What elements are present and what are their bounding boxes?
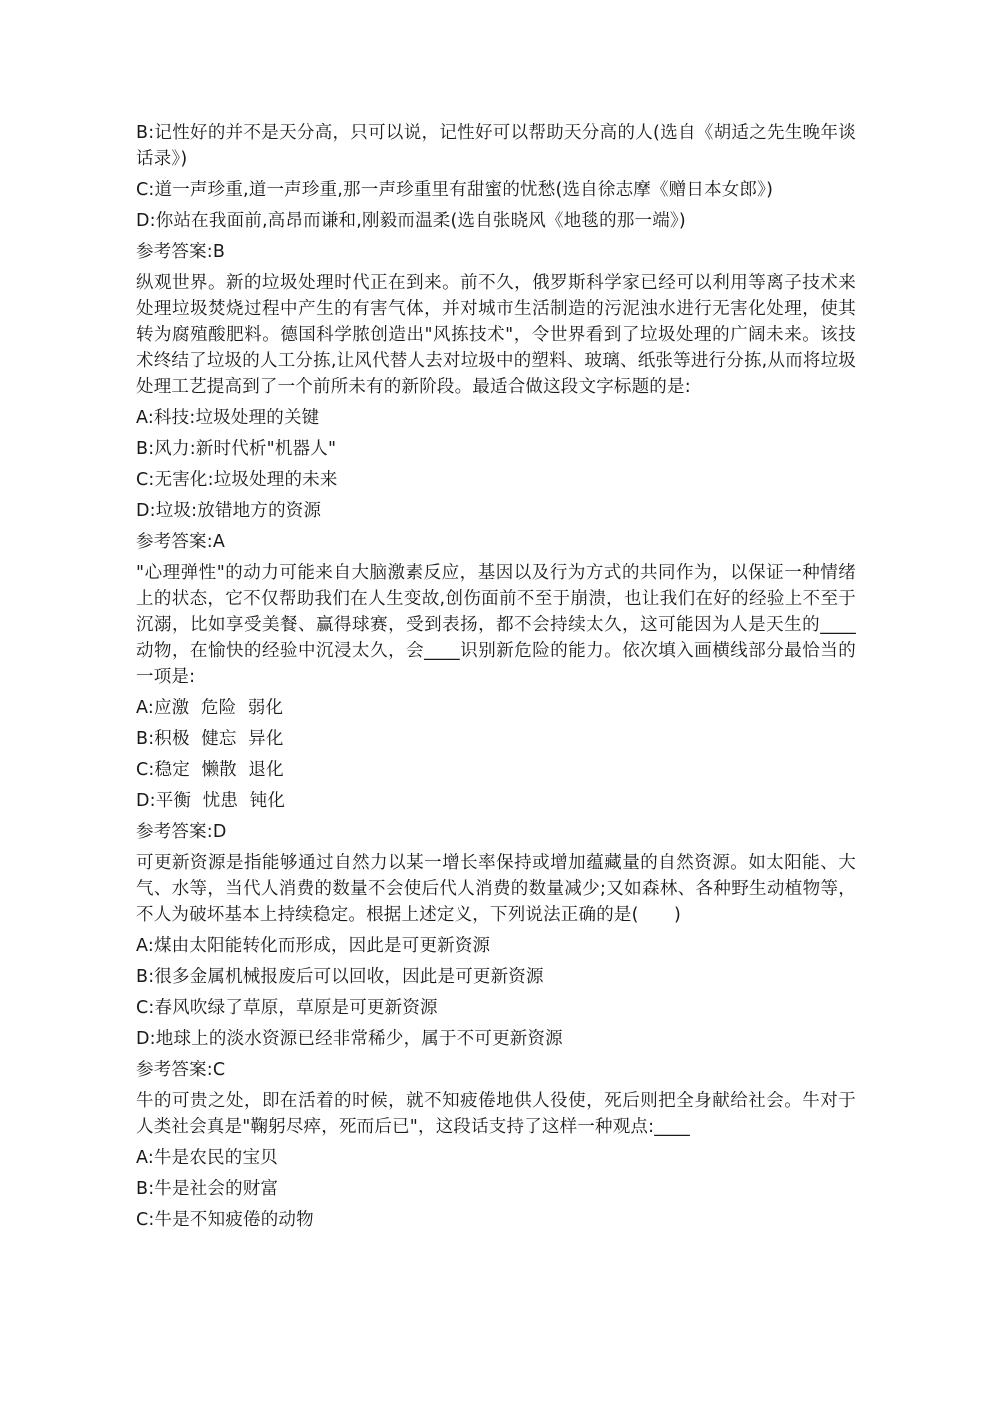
answer-4: 参考答案:C (136, 1060, 226, 1080)
option-b-resilience: B:积极 健忘 异化 (136, 729, 284, 749)
option-d-carpet: D:你站在我面前,高昂而谦和,刚毅而温柔(选自张晓风《地毯的那一端》) (136, 211, 686, 231)
answer-1: 参考答案:B (136, 242, 226, 262)
option-a-ox: A:牛是农民的宝贝 (136, 1148, 278, 1168)
option-c-resilience: C:稳定 懒散 退化 (136, 760, 284, 780)
question-garbage: 纵观世界。新的垃圾处理时代正在到来。前不久，俄罗斯科学家已经可以利用等离子技术来处理垃圾焚烧过程中产生的有害气体，并对城市生活制造的污泥浊水进行无害化处理，使其转为腐殖酸肥料。德国科学脓创造出"风拣技术"，令世界看到了垃圾处理的广阔未来。该技术终结了垃圾的人工分拣,让风代替人去对垃圾中的塑料、玻璃、纸张等进行分拣,从而将垃圾处理工艺提高到了一个前所未有的新阶段。最适合做这段文字标题的是: (136, 273, 856, 397)
answer-2: 参考答案:A (136, 532, 226, 552)
document-page (136, 120, 856, 1238)
option-d-resilience: D:平衡 忧患 钝化 (136, 791, 286, 811)
option-c-ox: C:牛是不知疲倦的动物 (136, 1210, 314, 1230)
answer-3: 参考答案:D (136, 822, 227, 842)
option-a-resources: A:煤由太阳能转化而形成，因此是可更新资源 (136, 936, 491, 956)
question-ox: 牛的可贵之处，即在活着的时候，就不知疲倦地供人役使，死后则把全身献给社会。牛对于人类社会真是"鞠躬尽瘁，死而后已"，这段话支持了这样一种观点:____ (136, 1091, 856, 1137)
option-d-garbage: D:垃圾:放错地方的资源 (136, 501, 322, 521)
option-b-ox: B:牛是社会的财富 (136, 1179, 279, 1199)
option-b-garbage: B:风力:新时代析"机器人" (136, 439, 337, 459)
question-resources: 可更新资源是指能够通过自然力以某一增长率保持或增加蕴藏量的自然资源。如太阳能、大气、水等，当代人消费的数量不会使后代人消费的数量减少;又如森林、各种野生动植物等，不人为破坏基本上持续稳定。根据上述定义，下列说法正确的是( ) (136, 853, 856, 925)
option-a-resilience: A:应激 危险 弱化 (136, 698, 284, 718)
option-b-resources: B:很多金属机械报废后可以回收，因此是可更新资源 (136, 967, 544, 987)
option-a-garbage: A:科技:垃圾处理的关键 (136, 408, 320, 428)
option-d-resources: D:地球上的淡水资源已经非常稀少，属于不可更新资源 (136, 1029, 563, 1049)
option-c-resources: C:春风吹绿了草原，草原是可更新资源 (136, 998, 438, 1018)
option-c-garbage: C:无害化:垃圾处理的未来 (136, 470, 338, 490)
option-b-memory: B:记性好的并不是天分高，只可以说，记性好可以帮助天分高的人(选自《胡适之先生晚年谈话录》) (136, 123, 856, 169)
option-c-farewell: C:道一声珍重,道一声珍重,那一声珍重里有甜蜜的忧愁(选自徐志摩《赠日本女郎》) (136, 180, 774, 200)
question-resilience: "心理弹性"的动力可能来自大脑激素反应，基因以及行为方式的共同作为，以保证一种情绪上的状态，它不仅帮助我们在人生变故,创伤面前不至于崩溃，也让我们在好的经验上不至于沉溺，比如享受美餐、赢得球赛，受到表扬，都不会持续太久，这可能因为人是天生的____动物，在愉快的经验中沉浸太久，会____识别新危险的能力。依次填入画横线部分最恰当的一项是: (136, 563, 856, 687)
